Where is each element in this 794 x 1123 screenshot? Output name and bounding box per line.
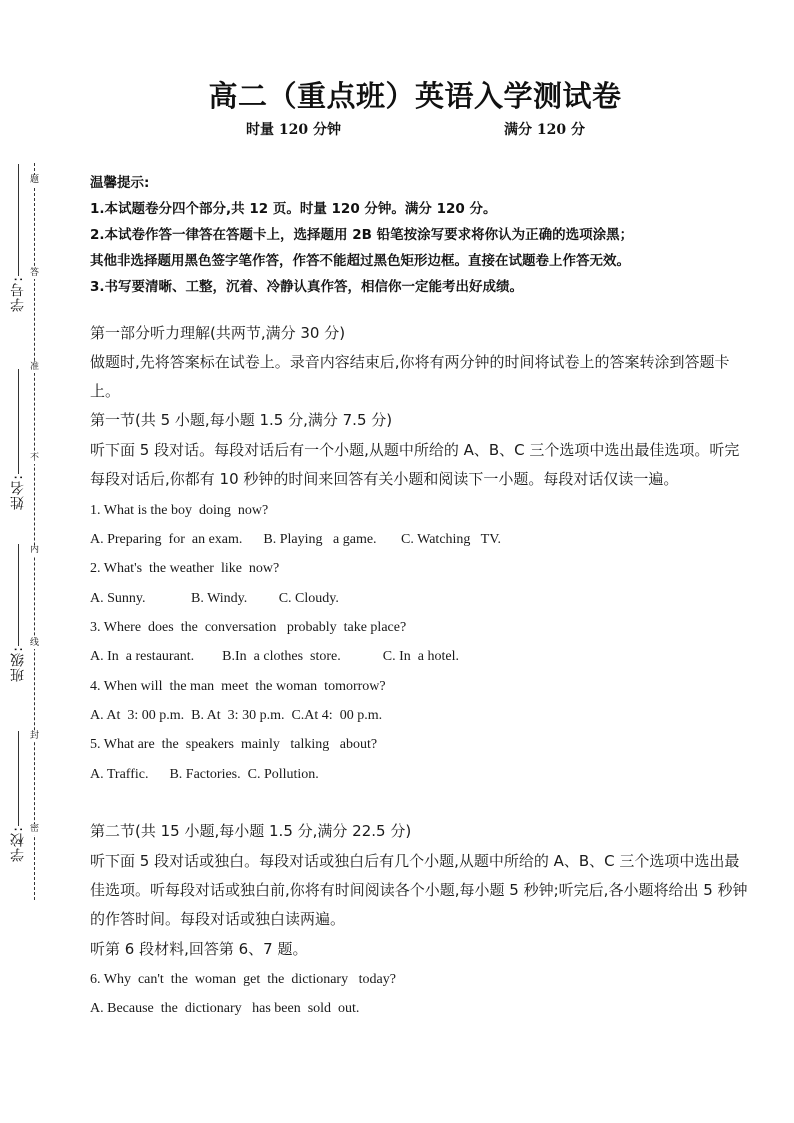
- exam-full-score: 满分 120 分: [504, 122, 585, 138]
- question-6: 6. Why can't the woman get the dictionary today?: [90, 972, 396, 987]
- school-blank[interactable]: [18, 731, 19, 826]
- name-label: 姓名:: [10, 474, 26, 510]
- section1-instructions: 听下面 5 段对话。每段对话后有一个小题,从题中所给的 A、B、C 三个选项中选出最佳选项。听完每段对话后,你都有 10 秒钟的时间来回答有关小题和阅读下一小题。每段对话仅读一遍。: [90, 441, 740, 488]
- class-label: 班级:: [10, 646, 26, 682]
- question-4-options: A. At 3: 00 p.m. B. At 3: 30 p.m. C.At 4: 00 p.m.: [90, 708, 383, 723]
- name-field[interactable]: [4, 365, 32, 510]
- tips-line-4: 3.书写要清晰、工整，沉着、冷静认真作答，相信你一定能考出好成绩。: [90, 279, 524, 295]
- name-blank[interactable]: [18, 369, 19, 474]
- question-5-options: A. Traffic. B. Factories. C. Pollution.: [90, 767, 319, 782]
- exam-duration: 时量 120 分钟: [246, 122, 341, 138]
- part1-intro: 做题时,先将答案标在试卷上。录音内容结束后,你将有两分钟的时间将试卷上的答案转涂到答题卡上。: [90, 353, 730, 400]
- question-3-options: A. In a restaurant. B.In a clothes store. C. In a hotel.: [90, 649, 459, 664]
- question-1-options: A. Preparing for an exam. B. Playing a game. C. Watching TV.: [90, 532, 502, 547]
- tips-line-2: 2.本试卷作答一律答在答题卡上，选择题用 2B 铅笔按涂写要求将你认为正确的选项涂黑；: [90, 227, 634, 243]
- material-6-instruction: 听第 6 段材料,回答第 6、7 题。: [90, 940, 308, 958]
- seal-char: 内: [29, 545, 39, 555]
- seal-char: 准: [29, 362, 39, 372]
- tips-heading: 温馨提示:: [90, 175, 150, 191]
- question-2: 2. What's the weather like now?: [90, 561, 280, 576]
- section2-instructions: 听下面 5 段对话或独白。每段对话或独白后有几个小题,从题中所给的 A、B、C 三个选项中选出最佳选项。听每段对话或独白前,你将有时间阅读各个小题,每小题 5 秒钟;听完后,各小题将给出 5 秒钟的作答时间。每段对话或独白读两遍。: [90, 852, 748, 928]
- school-label: 学校:: [10, 826, 26, 862]
- student-id-blank[interactable]: [18, 164, 19, 276]
- class-blank[interactable]: [18, 544, 19, 646]
- student-id-field[interactable]: [4, 160, 32, 312]
- tips-line-3: 其他非选择题用黑色签字笔作答，作答不能超过黑色矩形边框。直接在试题卷上作答无效。: [90, 253, 630, 269]
- question-3: 3. Where does the conversation probably take place?: [90, 620, 407, 635]
- question-4: 4. When will the man meet the woman tomorrow?: [90, 679, 386, 694]
- seal-char: 密: [29, 824, 39, 834]
- seal-char: 题: [29, 175, 39, 185]
- question-2-options: A. Sunny. B. Windy. C. Cloudy.: [90, 591, 339, 606]
- student-id-label: 学号:: [10, 276, 26, 312]
- section2-heading: 第二节(共 15 小题,每小题 1.5 分,满分 22.5 分): [90, 822, 412, 840]
- seal-char: 线: [29, 638, 39, 648]
- question-5: 5. What are the speakers mainly talking about?: [90, 737, 378, 752]
- seal-char: 不: [29, 453, 39, 463]
- question-1: 1. What is the boy doing now?: [90, 503, 269, 518]
- question-6-option-a: A. Because the dictionary has been sold out.: [90, 1001, 360, 1016]
- section1-heading: 第一节(共 5 小题,每小题 1.5 分,满分 7.5 分): [90, 411, 393, 429]
- class-field[interactable]: [4, 540, 32, 682]
- exam-title: 高二（重点班）英语入学测试卷: [208, 79, 622, 113]
- seal-char: 封: [29, 731, 39, 741]
- seal-char: 答: [29, 268, 39, 278]
- school-field[interactable]: [4, 727, 32, 862]
- part1-heading: 第一部分听力理解(共两节,满分 30 分): [90, 324, 346, 342]
- tips-block: [90, 170, 770, 300]
- tips-line-1: 1.本试题卷分四个部分,共 12 页。时量 120 分钟。满分 120 分。: [90, 201, 497, 217]
